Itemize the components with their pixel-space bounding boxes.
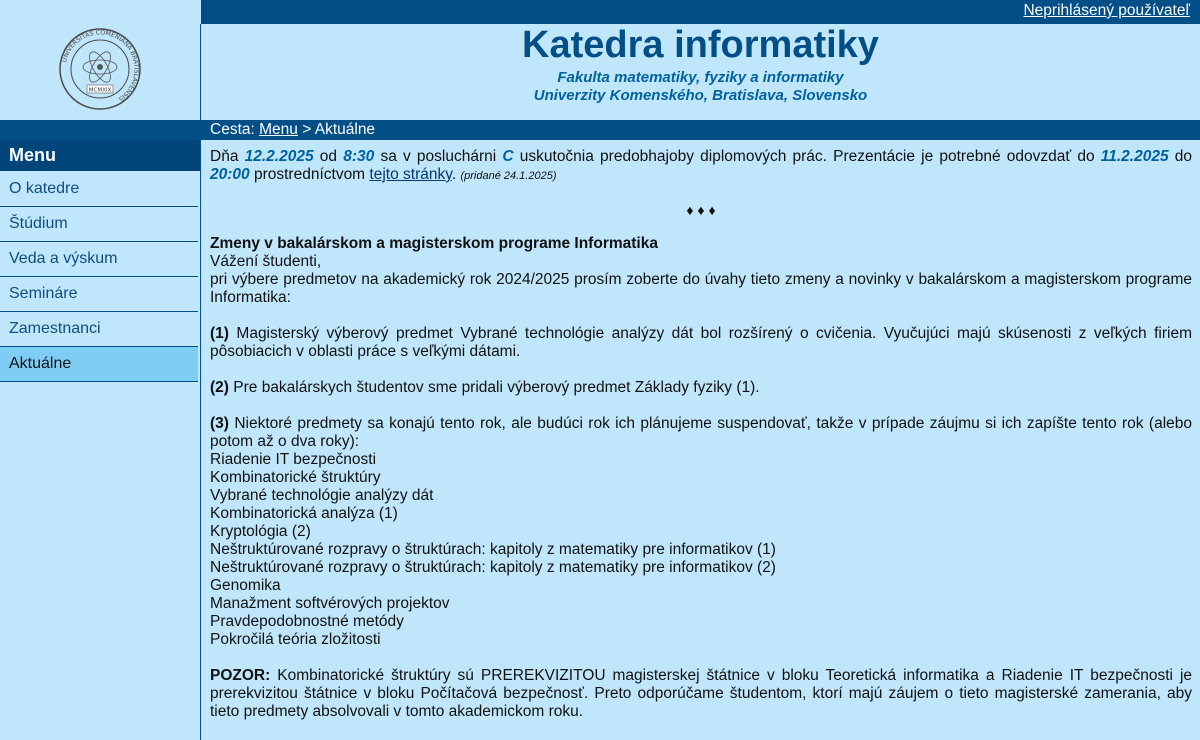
sidebar-item-o-katedre[interactable]: O katedre [0, 172, 198, 207]
breadcrumb [201, 120, 1200, 140]
sidebar-item-studium[interactable]: Štúdium [0, 207, 198, 242]
list-item: Riadenie IT bezpečnosti [210, 451, 377, 468]
list-item: Neštruktúrované rozpravy o štruktúrach: kapitoly z matematiky pre informatikov (1) [210, 541, 776, 558]
news-text: sa v posluchárni [380, 148, 497, 165]
sidebar-item-zamestnanci[interactable]: Zamestnanci [0, 312, 198, 347]
university-subtitle: Univerzity Komenského, Bratislava, Slovensko [533, 87, 868, 104]
warning-label: POZOR: [210, 667, 271, 684]
list-item: Kombinatorické štruktúry [210, 469, 381, 486]
news-deadline-date: 11.2.2025 [1100, 148, 1169, 165]
news-text: od [319, 148, 338, 165]
list-item: Kryptológia (2) [210, 523, 311, 540]
page-title: Katedra informatiky [522, 24, 879, 66]
sidebar-item-aktualne[interactable]: Aktuálne [0, 347, 198, 382]
university-seal-icon [58, 27, 142, 111]
point-number: (2) [210, 379, 229, 396]
point-text: Niektoré predmety sa konajú tento rok, ale budúci rok ich plánujeme suspendovať, takže v prípade záujmu si ich zapíšte tento rok (alebo potom až o dva roky): [210, 415, 1193, 450]
news-title: Zmeny v bakalárskom a magisterskom programe Informatika [210, 235, 658, 252]
news-text: uskutočnia predobhajoby diplomových prác. Prezentácie je potrebné odovzdať do [519, 148, 1095, 165]
main-content [201, 140, 1200, 740]
warning-text: Kombinatorické štruktúry sú PREREKVIZITOU magisterskej štátnice v bloku Teoretická informatika a Riadenie IT bezpečnosti je prerekvizitou štátnice v bloku Počítačová bezpečnosť. Preto odporúčame študentom, ktorí majú záujem o tieto magisterské zamerania, aby tieto predmety absolvovali v tomto akademickom roku. [210, 667, 1193, 720]
point-text: Magisterský výberový predmet Vybrané technológie analýzy dát bol rozšírený o cvičenia. Vyučujúci majú skúsenosti z veľkých firiem pôsobiacich v oblasti práce s veľkými dátami. [210, 325, 1192, 360]
sidebar-item-veda-a-vyskum[interactable]: Veda a výskum [0, 242, 198, 277]
list-item: Genomika [210, 577, 281, 594]
list-item: Neštruktúrované rozpravy o štruktúrach: kapitoly z matematiky pre informatikov (2) [210, 559, 776, 576]
sidebar-menu [0, 172, 200, 382]
list-item: Vybrané technológie analýzy dát [210, 487, 434, 504]
list-item: Pokročilá teória zložitosti [210, 631, 381, 648]
news-time: 8:30 [343, 148, 375, 165]
news-added-date: (pridané 24.1.2025) [460, 170, 557, 182]
news-separator: ♦ ♦ ♦ [686, 202, 716, 218]
point-number: (1) [210, 325, 229, 342]
faculty-subtitle: Fakulta matematiky, fyziky a informatiky [557, 69, 844, 86]
news-text: . [451, 166, 457, 183]
news-point-2 [210, 379, 1192, 397]
seal-ring-text: UNIVERSITAS COMENIANA BRATISLAVENSIS [61, 29, 140, 103]
top-bar [0, 0, 1200, 24]
news-item-predobhajoby [210, 148, 1192, 185]
news-date: 12.2.2025 [244, 148, 314, 165]
breadcrumb-prefix: Cesta: [210, 121, 255, 138]
news-item-zmeny [210, 235, 1192, 307]
news-greeting: Vážení študenti, [210, 253, 322, 270]
news-text: prostredníctvom [253, 166, 366, 183]
left-column [0, 0, 201, 740]
sidebar-item-seminare[interactable]: Semináre [0, 277, 198, 312]
news-text: Dňa [210, 148, 239, 165]
news-deadline-time: 20:00 [210, 166, 250, 183]
news-text: do [1174, 148, 1193, 165]
menu-title: Menu [0, 140, 200, 171]
list-item: Kombinatorická analýza (1) [210, 505, 398, 522]
breadcrumb-menu-link[interactable]: Menu [259, 121, 298, 138]
news-point-1 [210, 325, 1192, 361]
point-text: Pre bakalárskych študentov sme pridali výberový predmet Základy fyziky (1). [233, 379, 760, 396]
news-warning [210, 667, 1192, 721]
top-bar-strip [201, 0, 1200, 24]
page-header [201, 24, 1200, 120]
list-item: Pravdepodobnostné metódy [210, 613, 404, 630]
submission-page-link[interactable]: tejto stránky [369, 166, 452, 183]
left-strip [0, 120, 200, 140]
login-status-link[interactable]: Neprihlásený používateľ [1023, 2, 1190, 19]
point-number: (3) [210, 415, 229, 432]
breadcrumb-current: Aktuálne [314, 121, 376, 138]
suspended-course-list [210, 451, 1192, 649]
news-room: C [502, 148, 514, 165]
list-item: Manažment softvérových projektov [210, 595, 450, 612]
breadcrumb-separator: > [302, 121, 312, 138]
seal-year: MCMXIX [88, 87, 112, 94]
news-intro: pri výbere predmetov na akademický rok 2024/2025 prosím zoberte do úvahy tieto zmeny a novinky v bakalárskom a magisterskom programe Informatika: [210, 271, 1192, 306]
news-point-3 [210, 415, 1192, 451]
